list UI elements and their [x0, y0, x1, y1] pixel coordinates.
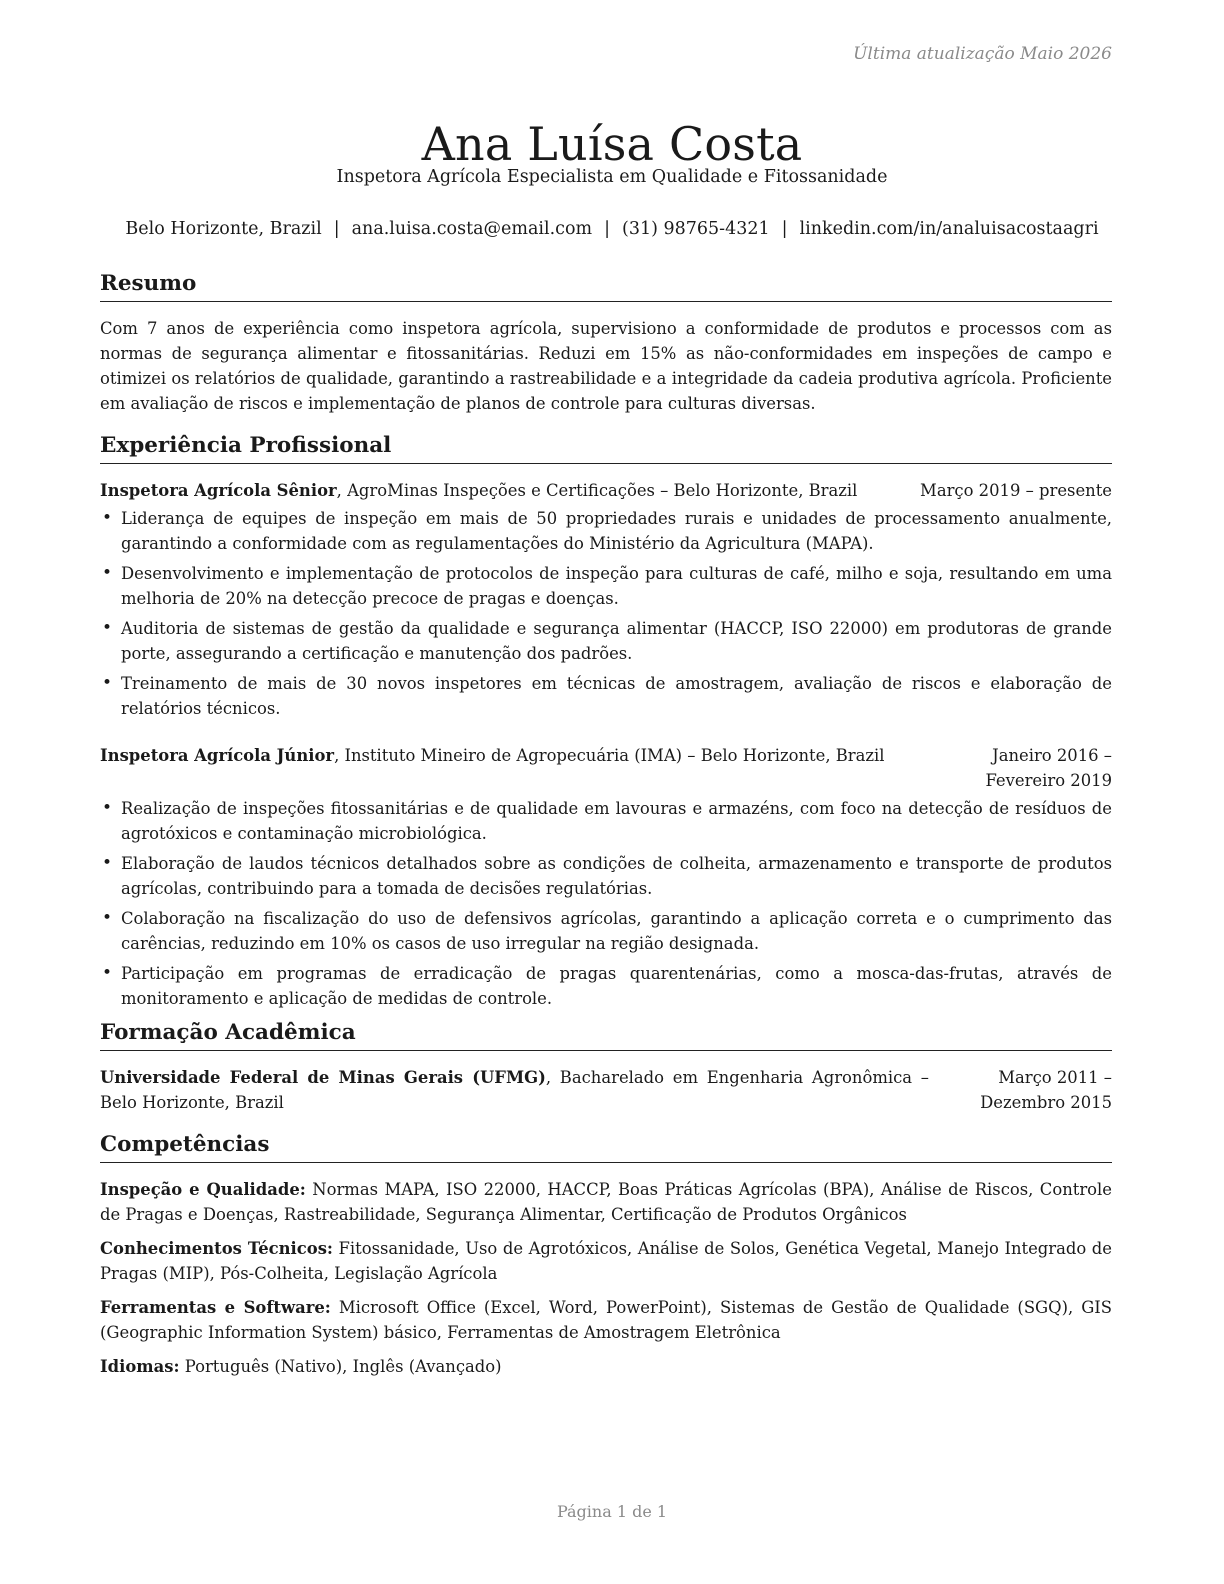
job-bullets — [100, 796, 1112, 1011]
section-title-education: Formação Acadêmica — [100, 1017, 1112, 1051]
summary-section — [100, 268, 1112, 416]
resume-content — [100, 268, 1112, 1379]
experience-section — [100, 430, 1112, 1011]
job-org: , Instituto Mineiro de Agropecuária (IMA) – Belo Horizonte, Brazil — [334, 746, 885, 765]
contact-line — [0, 219, 1224, 239]
job-bullet: • Desenvolvimento e implementação de protocolos de inspeção para culturas de café, milho e soja, resultando em uma melhoria de 20% na detecção precoce de pragas e doenças. — [100, 561, 1112, 611]
job-entry — [100, 743, 1112, 1011]
section-title-skills: Competências — [100, 1129, 1112, 1163]
job-bullets — [100, 506, 1112, 721]
job-bullet: • Realização de inspeções fitossanitárias e de qualidade em lavouras e armazéns, com foco na detecção de resíduos de agrotóxicos e contaminação microbiológica. — [100, 796, 1112, 846]
skill-group — [100, 1354, 1112, 1379]
skill-label: Conhecimentos Técnicos: — [100, 1239, 333, 1258]
contact-separator: | — [333, 219, 340, 239]
last-updated-note: Última atualização Maio 2026 — [853, 44, 1112, 64]
skill-label: Inspeção e Qualidade: — [100, 1180, 306, 1199]
skill-list: Microsoft Office (Excel, Word, PowerPoint), Sistemas de Gestão de Qualidade (SGQ), GIS (Geographic Information System) básico, Ferramentas de Amostragem Eletrônica — [100, 1298, 1112, 1342]
skill-list: Português (Nativo), Inglês (Avançado) — [179, 1357, 502, 1376]
skill-group — [100, 1295, 1112, 1345]
job-bullet: • Auditoria de sistemas de gestão da qualidade e segurança alimentar (HACCP, ISO 22000) em produtoras de grande porte, assegurando a certificação e manutenção dos padrões. — [100, 616, 1112, 666]
job-title-line — [100, 478, 912, 503]
skill-list: Fitossanidade, Uso de Agrotóxicos, Análise de Solos, Genética Vegetal, Manejo Integrado de Pragas (MIP), Pós-Colheita, Legislação Agrícola — [100, 1239, 1112, 1283]
page-number: Página 1 de 1 — [556, 1502, 668, 1521]
education-section — [100, 1017, 1112, 1115]
job-bullet: • Participação em programas de erradicação de pragas quarentenárias, como a mosca-das-frutas, através de monitoramento e aplicação de medidas de controle. — [100, 961, 1112, 1011]
skill-label: Idiomas: — [100, 1357, 180, 1376]
headline: Inspetora Agrícola Especialista em Qualidade e Fitossanidade — [336, 167, 888, 187]
contact-separator: | — [604, 219, 611, 239]
education-school: Universidade Federal de Minas Gerais (UFMG) — [100, 1068, 546, 1087]
job-bullet: • Liderança de equipes de inspeção em mais de 50 propriedades rurais e unidades de processamento anualmente, garantindo a conformidade com as regulamentações do Ministério da Agricultura (MAPA). — [100, 506, 1112, 556]
section-title-experience: Experiência Profissional — [100, 430, 1112, 464]
contact-separator: | — [781, 219, 788, 239]
job-entry — [100, 478, 1112, 721]
job-title-line — [100, 743, 929, 768]
job-org: , AgroMinas Inspeções e Certificações – Belo Horizonte, Brazil — [336, 481, 858, 500]
contact-location: Belo Horizonte, Brazil — [125, 219, 322, 239]
summary-text: Com 7 anos de experiência como inspetora agrícola, supervisiono a conformidade de produtos e processos com as normas de segurança alimentar e fitossanitárias. Reduzi em 15% as não-conformidades em inspeções de campo e otimizei os relatórios de qualidade, garantindo a rastreabilidade e a integridade da cadeia produtiva agrícola. Proficiente em avaliação de riscos e implementação de planos de controle para culturas diversas. — [100, 319, 1112, 413]
skill-list: Normas MAPA, ISO 22000, HACCP, Boas Práticas Agrícolas (BPA), Análise de Riscos, Controle de Pragas e Doenças, Rastreabilidade, Segurança Alimentar, Certificação de Produtos Orgânicos — [100, 1180, 1112, 1224]
skills-section — [100, 1129, 1112, 1379]
job-bullet: • Elaboração de laudos técnicos detalhados sobre as condições de colheita, armazenamento e transporte de produtos agrícolas, contribuindo para a tomada de decisões regulatórias. — [100, 851, 1112, 901]
job-bullet: • Treinamento de mais de 30 novos inspetores em técnicas de amostragem, avaliação de riscos e elaboração de relatórios técnicos. — [100, 671, 1112, 721]
skill-group — [100, 1236, 1112, 1286]
job-header — [100, 743, 1112, 793]
job-role: Inspetora Agrícola Sênior — [100, 481, 337, 500]
job-dates: Janeiro 2016 – Fevereiro 2019 — [985, 746, 1112, 790]
candidate-name: Ana Luísa Costa — [421, 116, 803, 171]
contact-phone: (31) 98765-4321 — [622, 219, 770, 239]
job-bullet: • Colaboração na fiscalização do uso de defensivos agrícolas, garantindo a aplicação correta e o cumprimento das carências, reduzindo em 10% os casos de uso irregular na região designada. — [100, 906, 1112, 956]
contact-linkedin[interactable]: linkedin.com/in/analuisacostaagri — [799, 219, 1099, 239]
skill-label: Ferramentas e Software: — [100, 1298, 331, 1317]
contact-email[interactable]: ana.luisa.costa@email.com — [351, 219, 593, 239]
job-role: Inspetora Agrícola Júnior — [100, 746, 335, 765]
section-title-summary: Resumo — [100, 268, 1112, 302]
education-line — [100, 1065, 929, 1115]
education-dates: Março 2011 – Dezembro 2015 — [980, 1068, 1112, 1112]
education-entry — [100, 1065, 1112, 1115]
education-degree: , Bacharelado em Engenharia Agronômica – Belo Horizonte, Brazil — [100, 1068, 929, 1112]
job-header — [100, 478, 1112, 503]
skill-group — [100, 1177, 1112, 1227]
job-dates: Março 2019 – presente — [920, 481, 1112, 500]
